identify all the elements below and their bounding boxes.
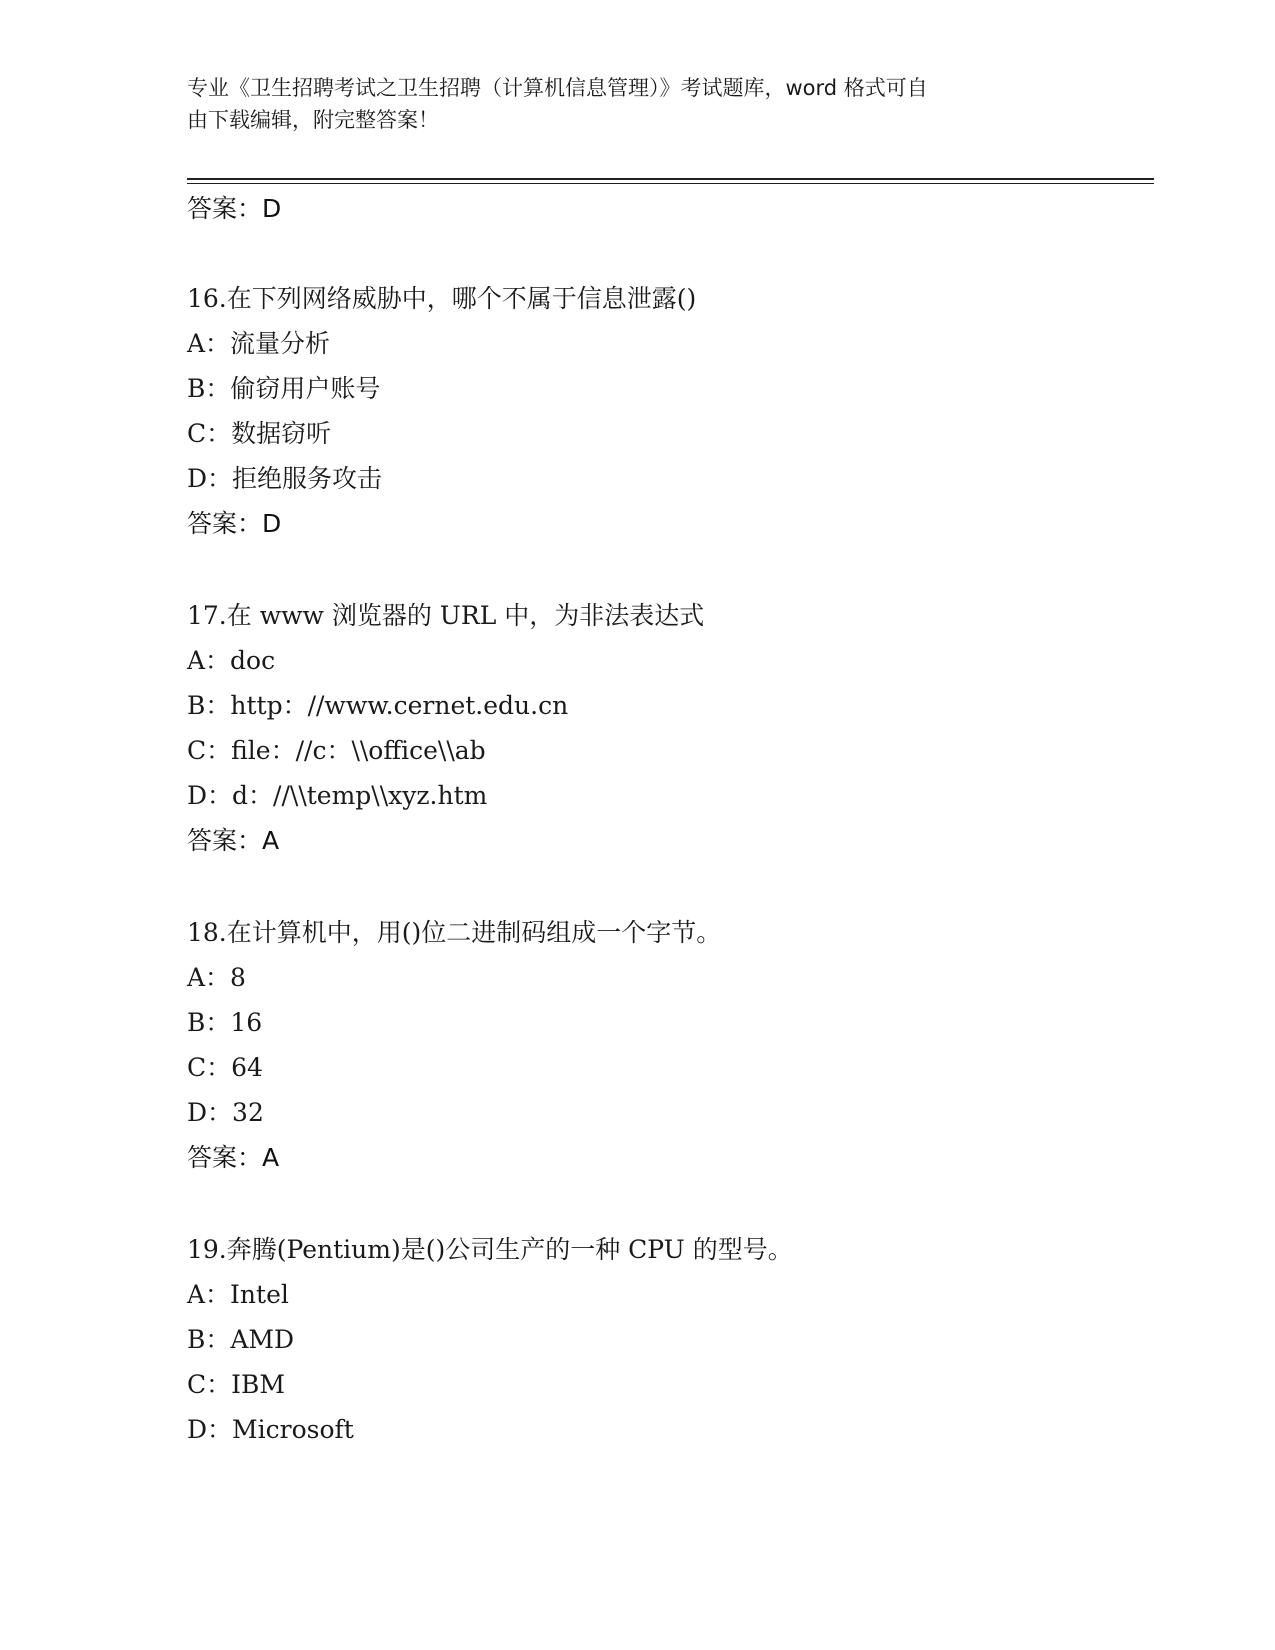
question-stem: 16.在下列网络威胁中，哪个不属于信息泄露() — [187, 284, 697, 313]
option-a: A：Intel — [187, 1280, 289, 1309]
answer: 答案：D — [187, 509, 282, 538]
option-b: B：http：//www.cernet.edu.cn — [187, 691, 569, 720]
answer: 答案：A — [187, 1143, 280, 1172]
header-line-1: 专业《卫生招聘考试之卫生招聘（计算机信息管理）》考试题库，word 格式可自 — [187, 76, 928, 100]
option-c: C：IBM — [187, 1370, 285, 1399]
document-header — [187, 72, 1067, 136]
option-d: D：32 — [187, 1098, 264, 1127]
option-d: D：拒绝服务攻击 — [187, 464, 383, 493]
option-d: D：d：//\\temp\\xyz.htm — [187, 781, 488, 810]
option-b: B：偷窃用户账号 — [187, 374, 381, 403]
option-a: A：8 — [187, 963, 246, 992]
option-c: C：64 — [187, 1053, 263, 1082]
option-b: B：16 — [187, 1008, 263, 1037]
header-line-2: 由下载编辑，附完整答案！ — [187, 108, 439, 132]
header-divider-thick — [187, 178, 1154, 180]
option-c: C：数据窃听 — [187, 419, 332, 448]
option-c: C：file：//c：\\office\\ab — [187, 736, 486, 765]
option-a: A：流量分析 — [187, 329, 331, 358]
header-divider-thin — [187, 183, 1154, 184]
question-stem: 18.在计算机中，用()位二进制码组成一个字节。 — [187, 918, 722, 947]
question-stem: 17.在 www 浏览器的 URL 中，为非法表达式 — [187, 601, 705, 630]
option-a: A：doc — [187, 646, 276, 675]
option-b: B：AMD — [187, 1325, 295, 1354]
answer: 答案：A — [187, 826, 280, 855]
question-stem: 19.奔腾(Pentium)是()公司生产的一种 CPU 的型号。 — [187, 1235, 793, 1264]
option-d: D：Microsoft — [187, 1415, 354, 1444]
previous-answer: 答案：D — [187, 194, 282, 223]
